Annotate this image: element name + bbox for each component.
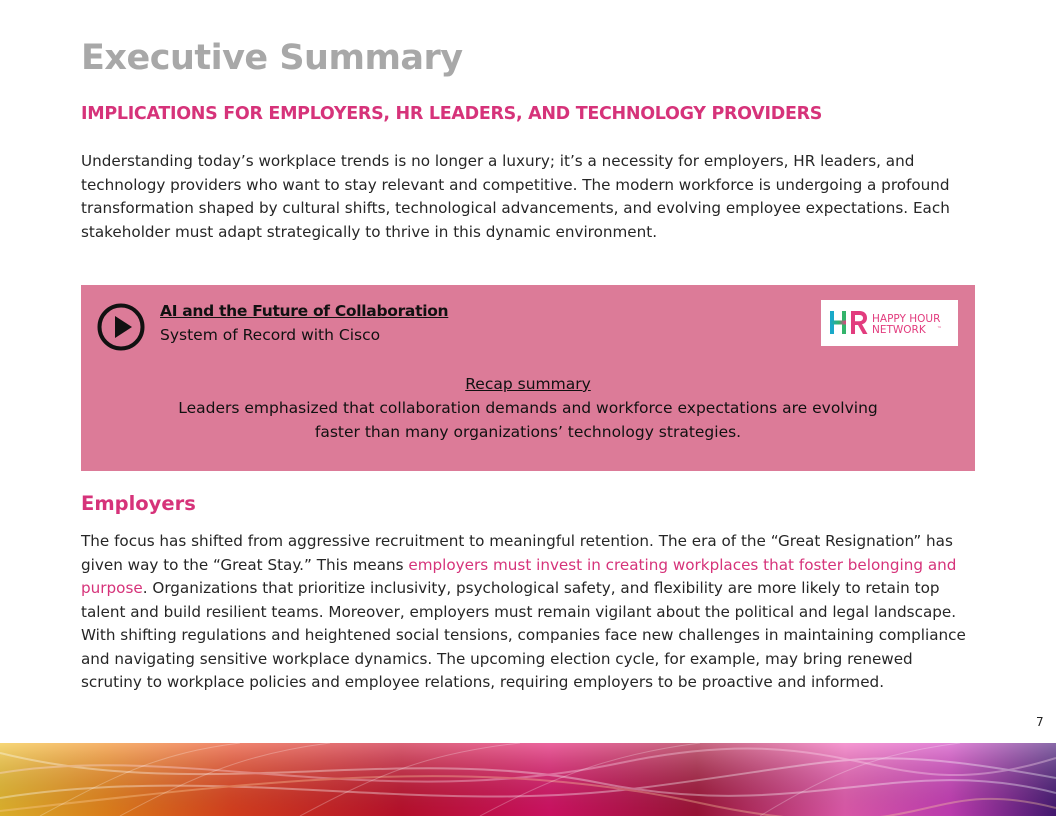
video-subtitle: System of Record with Cisco: [160, 326, 381, 344]
page-number: 7: [1036, 715, 1044, 729]
employers-text-before: The focus has shifted from aggressive recruitment to meaningful retention. The era of the “Great Resignation” has given way to the “Great Stay.” This means: [81, 532, 953, 574]
employers-heading: Employers: [81, 492, 196, 515]
section-subtitle: IMPLICATIONS FOR EMPLOYERS, HR LEADERS, AND TECHNOLOGY PROVIDERS: [81, 104, 823, 124]
logo-tm: ™: [937, 326, 942, 332]
employers-paragraph: [81, 530, 971, 695]
logo-line2: NETWORK: [872, 324, 926, 336]
play-circle-icon[interactable]: [96, 302, 146, 352]
intro-paragraph: Understanding today’s workplace trends is no longer a luxury; it’s a necessity for employers, HR leaders, and technology providers who want to stay relevant and competitive. The modern workforce is undergoing a profound transformation shaped by cultural shifts, technological advancements, and evolving employee expectations. Each stakeholder must adapt strategically to thrive in this dynamic environment.: [81, 152, 950, 241]
recap-text: Leaders emphasized that collaboration demands and workforce expectations are evolving faster than many organizations’ technology strategies.: [178, 399, 878, 441]
recap-title: Recap summary: [465, 375, 591, 393]
employers-text-after: . Organizations that prioritize inclusivity, psychological safety, and flexibility are more likely to retain top talent and build resilient teams. Moreover, employers must remain vigilant about the political and legal landscape. With shifting regulations and heightened social tensions, companies face new challenges in maintaining compliance and navigating sensitive workplace dynamics. The upcoming election cycle, for example, may bring renewed scrutiny to workplace policies and employee relations, requiring employers to be proactive and informed.: [81, 579, 966, 691]
hr-happy-hour-network-logo: [821, 300, 958, 346]
page-title: Executive Summary: [81, 38, 463, 78]
employers-text-highlight: employers must invest in creating workplaces that foster belonging and purpose: [81, 555, 957, 597]
recap-block: [81, 372, 975, 444]
decorative-swirl-banner: [0, 743, 1056, 816]
video-title-link[interactable]: AI and the Future of Collaboration: [160, 302, 449, 320]
logo-line1: HAPPY HOUR: [872, 313, 941, 325]
video-callout: [81, 285, 975, 471]
